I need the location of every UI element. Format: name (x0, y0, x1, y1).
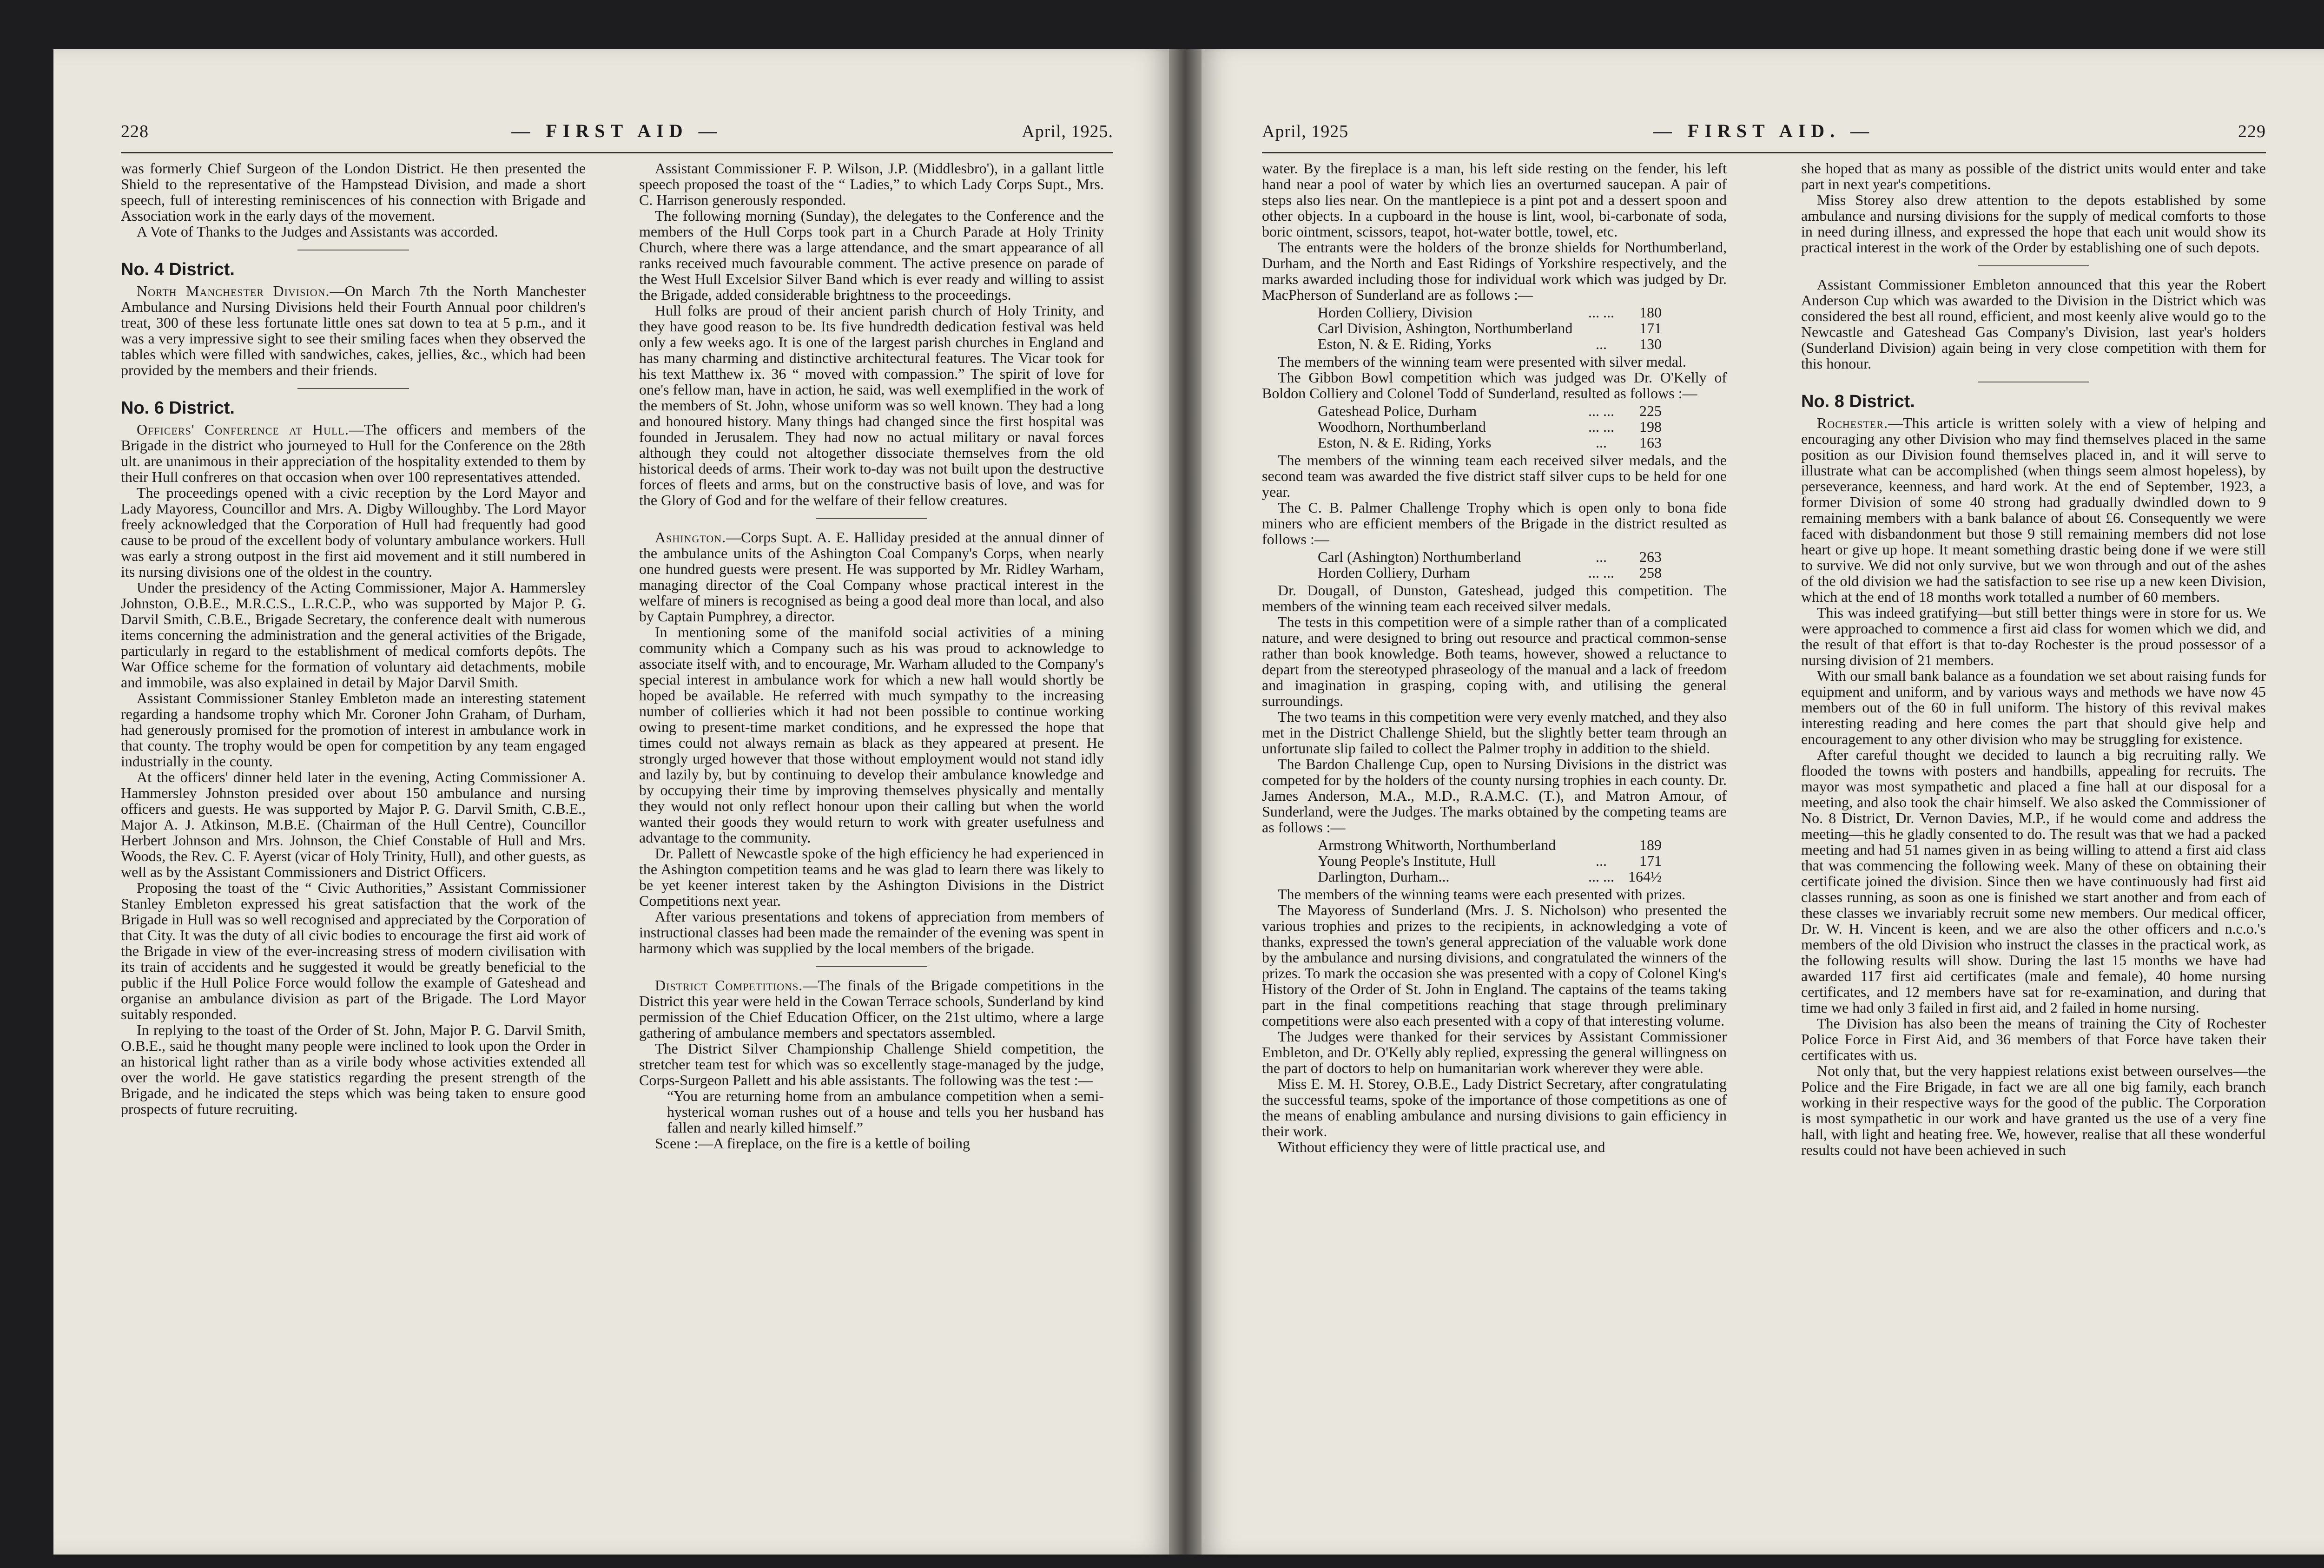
results-table-gibbon-bowl (1318, 403, 1662, 450)
paragraph: In replying to the toast of the Order of St. John, Major P. G. Darvil Smith, O.B.E., said he thought many people were inclined to look upon the Order in an historical light rather than as a virile body whose activities extended all over the world. He gave statistics regarding the present strength of the Brigade, and he indicated the steps which was being taken to ensure good prospects of future recruiting. (121, 1021, 586, 1117)
lead-in: District Competitions. (655, 977, 803, 994)
result-row (1318, 435, 1662, 450)
team-score: 258 (1639, 564, 1662, 581)
paragraph: The Division has also been the means of training the City of Rochester Police Force in First Aid, and 36 members of that Force have taken their certificates with us. (1801, 1015, 2266, 1063)
team-score: 163 (1639, 434, 1662, 451)
paragraph: The Mayoress of Sunderland (Mrs. J. S. Nicholson) who presented the various trophies and prizes to the recipients, in acknowledging a vote of thanks, expressed the town's general appreciation of the valuable work done by the ambulance and nursing divisions, and congratulated the winners of the prizes. To mark the occasion she was presented with a copy of Colonel King's History of the Order of St. John in England. The captains of the teams taking part in the final competitions reaching that stage through preliminary competitions were also each presented with a copy of that interesting volume. (1262, 902, 1727, 1029)
paragraph: Dr. Pallett of Newcastle spoke of the high efficiency he had experienced in the Ashington competition teams and he was glad to learn there was likely to be yet keener interest taken by the Ashington Divisions in the District Competitions next year. (639, 845, 1104, 909)
paragraph: With our small bank balance as a foundation we set about raising funds for equipment and uniform, and by various ways and methods we have now 45 members out of the 60 in full uniform. The history of this revival makes interesting reading and here comes the part that should give help and encouragement to any other division who may be struggling for existence. (1801, 667, 2266, 747)
paragraph: water. By the fireplace is a man, his left side resting on the fender, his left hand near a pool of water by which lies an overturned saucepan. A pair of steps also lies near. On the mantlepiece is a pint pot and a dessert spoon and other objects. In a cupboard in the house is lint, wool, bi-carbonate of soda, boric ointment, scissors, teapot, hot-water bottle, towel, etc. (1262, 160, 1727, 240)
team-score: 180 (1639, 304, 1662, 321)
issue-date: April, 1925 (1262, 122, 1349, 141)
section-divider (297, 388, 409, 389)
paragraph: Assistant Commissioner Embleton announced that this year the Robert Anderson Cup which was awarded to the Division in the District which was considered the best all round, efficient, and most keenly alive would go to the Newcastle and Gateshead Gas Company's Division, last year's holders (Sunderland Division) again being in very close competition with them for this honour. (1801, 276, 2266, 372)
team-name: Horden Colliery, Division (1318, 304, 1472, 321)
test-quote: “You are returning home from an ambulance competition when a semi-hysterical woman rushes out of a house and tells you her husband has fallen and nearly killed himself.” (667, 1087, 1104, 1136)
result-row (1318, 837, 1662, 853)
result-row (1318, 869, 1662, 884)
paragraph: The Gibbon Bowl competition which was judged was Dr. O'Kelly of Boldon Colliery and Colonel Todd of Sunderland, resulted as follows :— (1262, 369, 1727, 402)
paragraph: The members of the winning teams were each presented with prizes. (1278, 886, 1686, 903)
paragraph: Miss Storey also drew attention to the depots established by some ambulance and nursing divisions for the supply of medical comforts to those in need during illness, and expressed the hope that each unit would show its practical interest in the work of the Order by establishing one of such depots. (1801, 191, 2266, 256)
paragraph: she hoped that as many as possible of the district units would enter and take part in next year's competitions. (1801, 160, 2266, 192)
right-header (1262, 109, 2266, 146)
paragraph: In mentioning some of the manifold social activities of a mining community which a Company such as his was proud to acknowledge to associate itself with, and to encourage, Mr. Warham alluded to the Company's special interest in ambulance work for which a new hall would shortly be hoped be available. He referred with much sympathy to the increasing number of collieries which it had not been possible to continue working owing to present-time market conditions, and he expressed the hope that times could not always remain as black as they appeared at present. He strongly urged however that those without employment would not stand idly and lazily by, but by continuing to develop their ambulance knowledge and by occupying their time by improving themselves physically and mentally they would not only reflect honour upon their calling but when the world wanted their goods they would return to work with greater usefulness and advantage to the community. (639, 624, 1104, 846)
paragraph: A Vote of Thanks to the Judges and Assistants was accorded. (137, 223, 498, 240)
results-table-shield (1318, 304, 1662, 352)
paragraph: The tests in this competition were of a simple rather than of a complicated nature, and were designed to bring out resource and practical common-sense rather than book knowledge. Both teams, however, showed a reluctance to depart from the stereotyped phraseology of the manual and a lack of freedom and imagination in grasping, coping with, and utilising the general surroundings. (1262, 613, 1727, 709)
right-page (1202, 49, 2324, 1555)
section-heading: No. 6 District. (121, 398, 235, 418)
results-table-bardon-cup (1318, 837, 1662, 884)
section-divider (816, 966, 927, 967)
paragraph (639, 529, 1104, 624)
right-column-2 (1801, 160, 2266, 1536)
issue-date: April, 1925. (1022, 122, 1113, 141)
result-row (1318, 565, 1662, 580)
paragraph: Miss E. M. H. Storey, O.B.E., Lady District Secretary, after congratulating the successful teams, spoke of the importance of those competitions as one of the means of enabling ambulance and nursing divisions to gain efficiency in their work. (1262, 1075, 1727, 1140)
result-row (1318, 419, 1662, 435)
team-name: Armstrong Whitworth, Northumberland (1318, 837, 1556, 853)
paragraph (639, 977, 1104, 1041)
page-number: 229 (2238, 122, 2266, 141)
team-score: 189 (1639, 837, 1662, 853)
running-title: — FIRST AID — (511, 120, 723, 141)
result-row (1318, 304, 1662, 320)
leader-dots: ... (1596, 852, 1607, 869)
leader-dots: ... ... (1588, 564, 1614, 581)
left-column-2 (639, 160, 1104, 1536)
header-rule (121, 152, 1113, 153)
paragraph: The Bardon Challenge Cup, open to Nursing Divisions in the district was competed for by the holders of the county nursing trophies in each county. Dr. James Anderson, M.A., M.D., R.A.M.C. (T.), and Matron Amour, of Sunderland, were the Judges. The marks obtained by the competing teams are as follows :— (1262, 756, 1727, 836)
team-score: 164½ (1628, 868, 1662, 885)
leader-dots (1578, 837, 1624, 853)
paragraph: The proceedings opened with a civic reception by the Lord Mayor and Lady Mayoress, Councillor and Mrs. A. Digby Willoughby. The Lord Mayor freely acknowledged that the Corporation of Hull had frequently had good cause to be proud of the excellent body of voluntary ambulance workers. Hull was early a strong outpost in the first aid movement and it still numbered in its nursing divisions one of the oldest in the country. (121, 484, 586, 580)
leader-dots: ... (1596, 336, 1607, 352)
paragraph: The members of the winning team each received silver medals, and the second team was awarded the five district staff silver cups to be held for one year. (1262, 452, 1727, 500)
team-name: Young People's Institute, Hull (1318, 852, 1496, 869)
lead-in: Ashington. (655, 529, 726, 546)
paragraph: Assistant Commissioner Stanley Embleton made an interesting statement regarding a handsome trophy which Mr. Coroner John Graham, of Durham, had generously promised for the promotion of interest in ambulance work in that county. The trophy would be open for competition by any team engaged industrially in the county. (121, 690, 586, 770)
paragraph: Scene :—A fireplace, on the fire is a kettle of boiling (655, 1135, 970, 1152)
left-header (121, 109, 1113, 146)
result-row (1318, 853, 1662, 869)
team-score: 171 (1639, 852, 1662, 869)
paragraph: After various presentations and tokens of appreciation from members of instructional classes had been made the remainder of the evening was spent in harmony which was supplied by the local members of the brigade. (639, 908, 1104, 956)
team-name: Eston, N. & E. Riding, Yorks (1318, 336, 1492, 352)
team-name: Carl Division, Ashington, Northumberland (1318, 320, 1573, 336)
paragraph: Proposing the toast of the “ Civic Authorities,” Assistant Commissioner Stanley Embleton expressed his great satisfaction that the work of the Brigade in Hull was so well recognised and appreciated by the Corporation of that City. It was the duty of all civic bodies to encourage the first aid work of the Brigade in view of the ever-increasing stress of modern civilisation with its train of accidents and he suggested it would be greatly beneficial to the public if the Hull Police Force would follow the example of Gateshead and organise an ambulance division as part of the Brigade. The Lord Mayor suitably responded. (121, 879, 586, 1022)
team-score: 171 (1639, 320, 1662, 336)
paragraph (121, 422, 586, 485)
paragraph: The two teams in this competition were very evenly matched, and they also met in the District Challenge Shield, but the slightly better team through an unfortunate slip failed to collect the Palmer trophy in addition to the shield. (1262, 708, 1727, 757)
team-score: 225 (1639, 402, 1662, 419)
left-column-1 (121, 160, 586, 1536)
paragraph-text: —This article is written solely with a view of helping and encouraging any other Division who may find themselves placed in the same position as our Division found themselves placed in, and it will serve to illustrate what can be accomplished (when things seem almost hopeless), by perseverance, keenness, and hard work. At the end of September, 1923, a former Division of some 40 strong had gradually dwindled down to 9 remaining members with a bank balance of about £6. Consequently we were faced with disbandonment but those 9 still remaining members did not lose heart or give up hope. It meant something drastic being done if we were still to survive. We did not only survive, but we won through and out of the ashes of the old division we had the satisfaction to see rise up a new keen Division, which at the end of 18 months work totalled a number of 60 members. (1801, 415, 2266, 605)
paragraph: This was indeed gratifying—but still better things were in store for us. We were approached to commence a first aid class for women which we did, and the result of that effort is that to-day Rochester is the proud possessor of a nursing division of 21 members. (1801, 604, 2266, 668)
paragraph: Hull folks are proud of their ancient parish church of Holy Trinity, and they have good reason to be. Its five hundredth dedication festival was held only a few weeks ago. It is one of the largest parish churches in England and has many charming and distinctive architectural features. The Vicar took for his text Matthew ix. 36 “ moved with compassion.” The spirit of love for one's fellow man, have in action, he said, was well exemplified in the work of the members of St. John, whose uniform was so well known. They had a long and honoured history. Many things had changed since the first hospital was founded in Jerusalem. They had now no actual military or naval forces although they could not altogether dissociate themselves from the old historical deeds of arms. Their work to-day was not built upon the destructive forces of fleets and arms, but on the constructive basis of love, and was for the Glory of God and for the welfare of their fellow creatures. (639, 302, 1104, 508)
paragraph: The following morning (Sunday), the delegates to the Conference and the members of the Hull Corps took part in a Church Parade at Holy Trinity Church, where there was a large attendance, and the smart appearance of all ranks received much favourable comment. The active presence on parade of the West Hull Excelsior Silver Band which is ever ready and willing to assist the Brigade, added considerable brightness to the proceedings. (639, 207, 1104, 303)
result-row (1318, 549, 1662, 565)
team-name: Darlington, Durham... (1318, 868, 1450, 885)
team-name: Carl (Ashington) Northumberland (1318, 548, 1521, 565)
leader-dots: ... ... (1588, 418, 1614, 435)
lead-in: North Manchester Division. (137, 283, 330, 299)
section-heading: No. 4 District. (121, 260, 235, 279)
team-name: Woodhorn, Northumberland (1318, 418, 1486, 435)
paragraph-text: —The finals of the Brigade competitions in the District this year were held in the Cowan Terrace schools, Sunderland by kind permission of the Chief Education Officer, on the 21st ultimo, where a large gathering of ambulance members and spectators assembled. (639, 977, 1104, 1041)
header-rule (1262, 152, 2266, 153)
paragraph: After careful thought we decided to launch a big recruiting rally. We flooded the towns with posters and handbills, appealing for recruits. The mayor was most sympathetic and placed a fine hall at our disposal for a meeting, and also took the chair himself. We also asked the Commissioner of No. 8 District, Dr. Vernon Davies, M.P., if he would come and address the meeting—this he gladly consented to do. The result was that we had a packed meeting and had 51 names given in as being willing to attend a first aid class that was commencing the following week. Many of these on obtaining their certificate joined the division. Since then we have continuously had first aid classes running, as soon as one is finished we start another and from each of these classes we invariably recruit some new members. Our medical officer, Dr. W. H. Vincent is keen, and we are also the other officers and n.c.o.'s members of the old Division who instruct the classes in the practical work, as the following results will show. During the last 15 months we have had awarded 117 first aid certificates (male and female), 40 home nursing certificates, and 12 members have sat for re-examination, and during that time we had only 3 failed in first aid, and 2 failed in home nursing. (1801, 746, 2266, 1016)
left-page (53, 49, 1169, 1555)
running-title: — FIRST AID. — (1653, 120, 1875, 141)
results-table-palmer-trophy (1318, 549, 1662, 580)
result-row (1318, 336, 1662, 352)
paragraph (121, 283, 586, 378)
paragraph-text: —On March 7th the North Manchester Ambulance and Nursing Divisions held their Fourth Annual poor children's treat, 300 of these less fortunate little ones sat down to tea at 5 p.m., and it was a very impressive sight to see their smiling faces when they observed the tables which were filled with sandwiches, cakes, jellies, &c., which had been provided by the members and their friends. (121, 283, 586, 378)
section-divider (816, 518, 927, 519)
section-heading: No. 8 District. (1801, 392, 1915, 411)
paragraph-text: —Corps Supt. A. E. Halliday presided at the annual dinner of the ambulance units of the Ashington Coal Company's Corps, when nearly one hundred guests were present. He was supported by Mr. Ridley Warham, managing director of the Coal Company whose practical interest in the welfare of miners is recognised as being a good deal more than local, and also by Captain Pumphrey, a director. (639, 529, 1104, 625)
paragraph: At the officers' dinner held later in the evening, Acting Commissioner A. Hammersley Johnston presided over about 150 ambulance and nursing officers and guests. He was supported by Major P. G. Darvil Smith, C.B.E., Major A. J. Atkinson, M.B.E. (Chairman of the Hull Centre), Councillor Herbert Johnson and Mrs. Johnson, the Chief Constable of Hull and Mrs. Woods, the Rev. C. F. Ayerst (vicar of Holy Trinity, Hull), and other guests, as well as by the Assistant Commissioners and District Officers. (121, 769, 586, 880)
leader-dots: ... (1596, 434, 1607, 451)
paragraph: Assistant Commissioner F. P. Wilson, J.P. (Middlesbro'), in a gallant little speech proposed the toast of the “ Ladies,” to which Lady Corps Supt., Mrs. C. Harrison generously responded. (639, 160, 1104, 208)
paragraph: The C. B. Palmer Challenge Trophy which is open only to bona fide miners who are efficient members of the Brigade in the district resulted as follows :— (1262, 499, 1727, 547)
leader-dots: ... (1596, 548, 1607, 565)
team-score: 198 (1639, 418, 1662, 435)
paragraph: Without efficiency they were of little practical use, and (1278, 1139, 1605, 1155)
team-score: 263 (1639, 548, 1662, 565)
paragraph: The members of the winning team were presented with silver medal. (1278, 353, 1686, 370)
paragraph: was formerly Chief Surgeon of the London District. He then presented the Shield to the representative of the Hampstead Division, and made a short speech, full of interesting reminiscences of his connection with Brigade and Association work in the early days of the movement. (121, 160, 586, 224)
paragraph: The Judges were thanked for their services by Assistant Commissioner Embleton, and Dr. O'Kelly ably replied, expressing the general willingness on the part of doctors to help on humanitarian work wherever they were able. (1262, 1028, 1727, 1076)
leader-dots: ... ... (1588, 304, 1614, 321)
paragraph: Dr. Dougall, of Dunston, Gateshead, judged this competition. The members of the winning team each received silver medals. (1262, 582, 1727, 614)
paragraph: The District Silver Championship Challenge Shield competition, the stretcher team test for which was so excellently stage-managed by the judge, Corps-Surgeon Pallett and his able assistants. The following was the test :— (639, 1040, 1104, 1088)
leader-dots (1578, 320, 1624, 336)
team-name: Eston, N. & E. Riding, Yorks (1318, 434, 1492, 451)
leader-dots: ... ... (1588, 402, 1614, 419)
paragraph: Not only that, but the very happiest relations exist between ourselves—the Police and the Fire Brigade, in fact we are all one big family, each branch working in their respective ways for the good of the public. The Corporation is most sympathetic in our work and have granted us the use of a very fine hall, with light and heating free. We, however, realise that all these wonderful results could not have been achieved in such (1801, 1062, 2266, 1158)
team-name: Horden Colliery, Durham (1318, 564, 1470, 581)
paragraph: Under the presidency of the Acting Commissioner, Major A. Hammersley Johnston, O.B.E., M.R.C.S., L.R.C.P., who was supported by Major P. G. Darvil Smith, C.B.E., Brigade Secretary, the conference dealt with numerous items concerning the administration and the general activities of the Brigade, particularly in regard to the establishment of medical comforts depôts. The War Office scheme for the formation of voluntary aid detachments, mobile and immobile, was also explained in detail by Major Darvil Smith. (121, 579, 586, 691)
paragraph-text: —The officers and members of the Brigade in the district who journeyed to Hull for the Conference on the 28th ult. are unanimous in their appreciation of the hospitality extended to them by their Hull confreres on that occasion when over 100 representatives attended. (121, 421, 586, 485)
page-number: 228 (121, 122, 149, 141)
team-name: Gateshead Police, Durham (1318, 402, 1477, 419)
paragraph: The entrants were the holders of the bronze shields for Northumberland, Durham, and the North and East Ridings of Yorkshire respectively, and the marks awarded including those for individual work which was judged by Dr. MacPherson of Sunderland are as follows :— (1262, 239, 1727, 303)
section-divider (1978, 265, 2089, 266)
result-row (1318, 320, 1662, 336)
result-row (1318, 403, 1662, 419)
leader-dots: ... ... (1588, 868, 1614, 885)
right-column-1 (1262, 160, 1727, 1536)
lead-in: Rochester. (1817, 415, 1888, 431)
paragraph (1801, 415, 2266, 605)
team-score: 130 (1639, 336, 1662, 352)
book-gutter (1169, 49, 1202, 1555)
lead-in: Officers' Conference at Hull. (137, 421, 349, 438)
